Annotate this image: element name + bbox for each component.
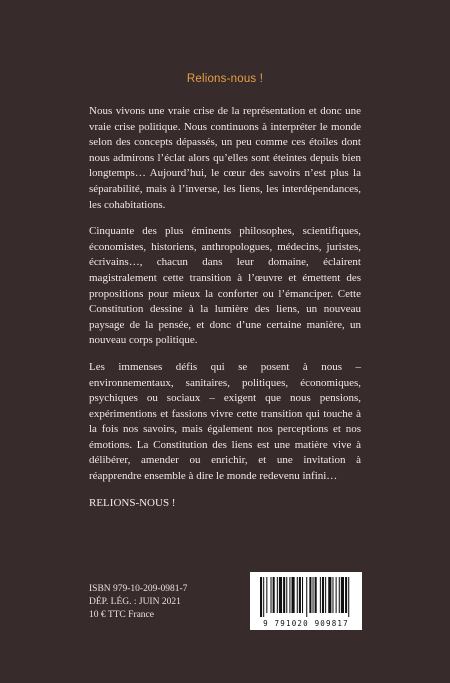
blurb-paragraph-1: Nous vivons une vraie crise de la représentation et donc une vraie crise politique. Nous continuons à interpréter le monde selon des concepts dépassés, un peu comme ces étoiles dont nous admirons l’éclat alors qu’elles sont éteintes depuis bien longtemps… Aujourd’hui, le cœur des savoirs n’est plus la séparabilité, mais à l’inverse, les liens, les interdépendances, les cohabitations. (89, 105, 361, 211)
isbn-text: ISBN 979-10-209-0981-7 (89, 584, 188, 594)
blurb-paragraph-3: Les immenses défis qui se posent à nous – environnementaux, sanitaires, politiques, économiques, psychiques ou sociaux – exigent que nous pensions, expérimentions et fassions vivre cette transition qui touche à la fois nos savoirs, mais également nos perceptions et nos émotions. La Constitution des liens est une matière vive à délibérer, amender ou enrichir, et une invitation à réapprendre ensemble à dire le monde redevenu infini… (89, 360, 361, 483)
publication-info (89, 583, 187, 622)
price-text: 10 € TTC France (89, 610, 154, 620)
legal-deposit-text: DÉP. LÉG. : JUIN 2021 (89, 597, 181, 607)
blurb-paragraph-2: Cinquante des plus éminents philosophes, scientifiques, économistes, historiens, anthropologues, médecins, juristes, écrivains…, chacun dans leur domaine, éclairent magistralement cette transition à l’œuvre et émettent des propositions pour mieux la conforter ou l’émanciper. Cette Constitution dessine à la lumière des liens, un nouveau paysage de la pensée, et donc d’une certaine manière, un nouveau corps politique. (89, 225, 361, 347)
closing-line: RELIONS-NOUS ! (89, 496, 176, 509)
blurb-text (89, 104, 361, 511)
barcode-bars-icon (250, 572, 362, 620)
barcode (250, 572, 362, 630)
barcode-digits: 9 791020 909817 (263, 619, 349, 628)
back-cover-heading: Relions-nous ! (186, 73, 264, 85)
